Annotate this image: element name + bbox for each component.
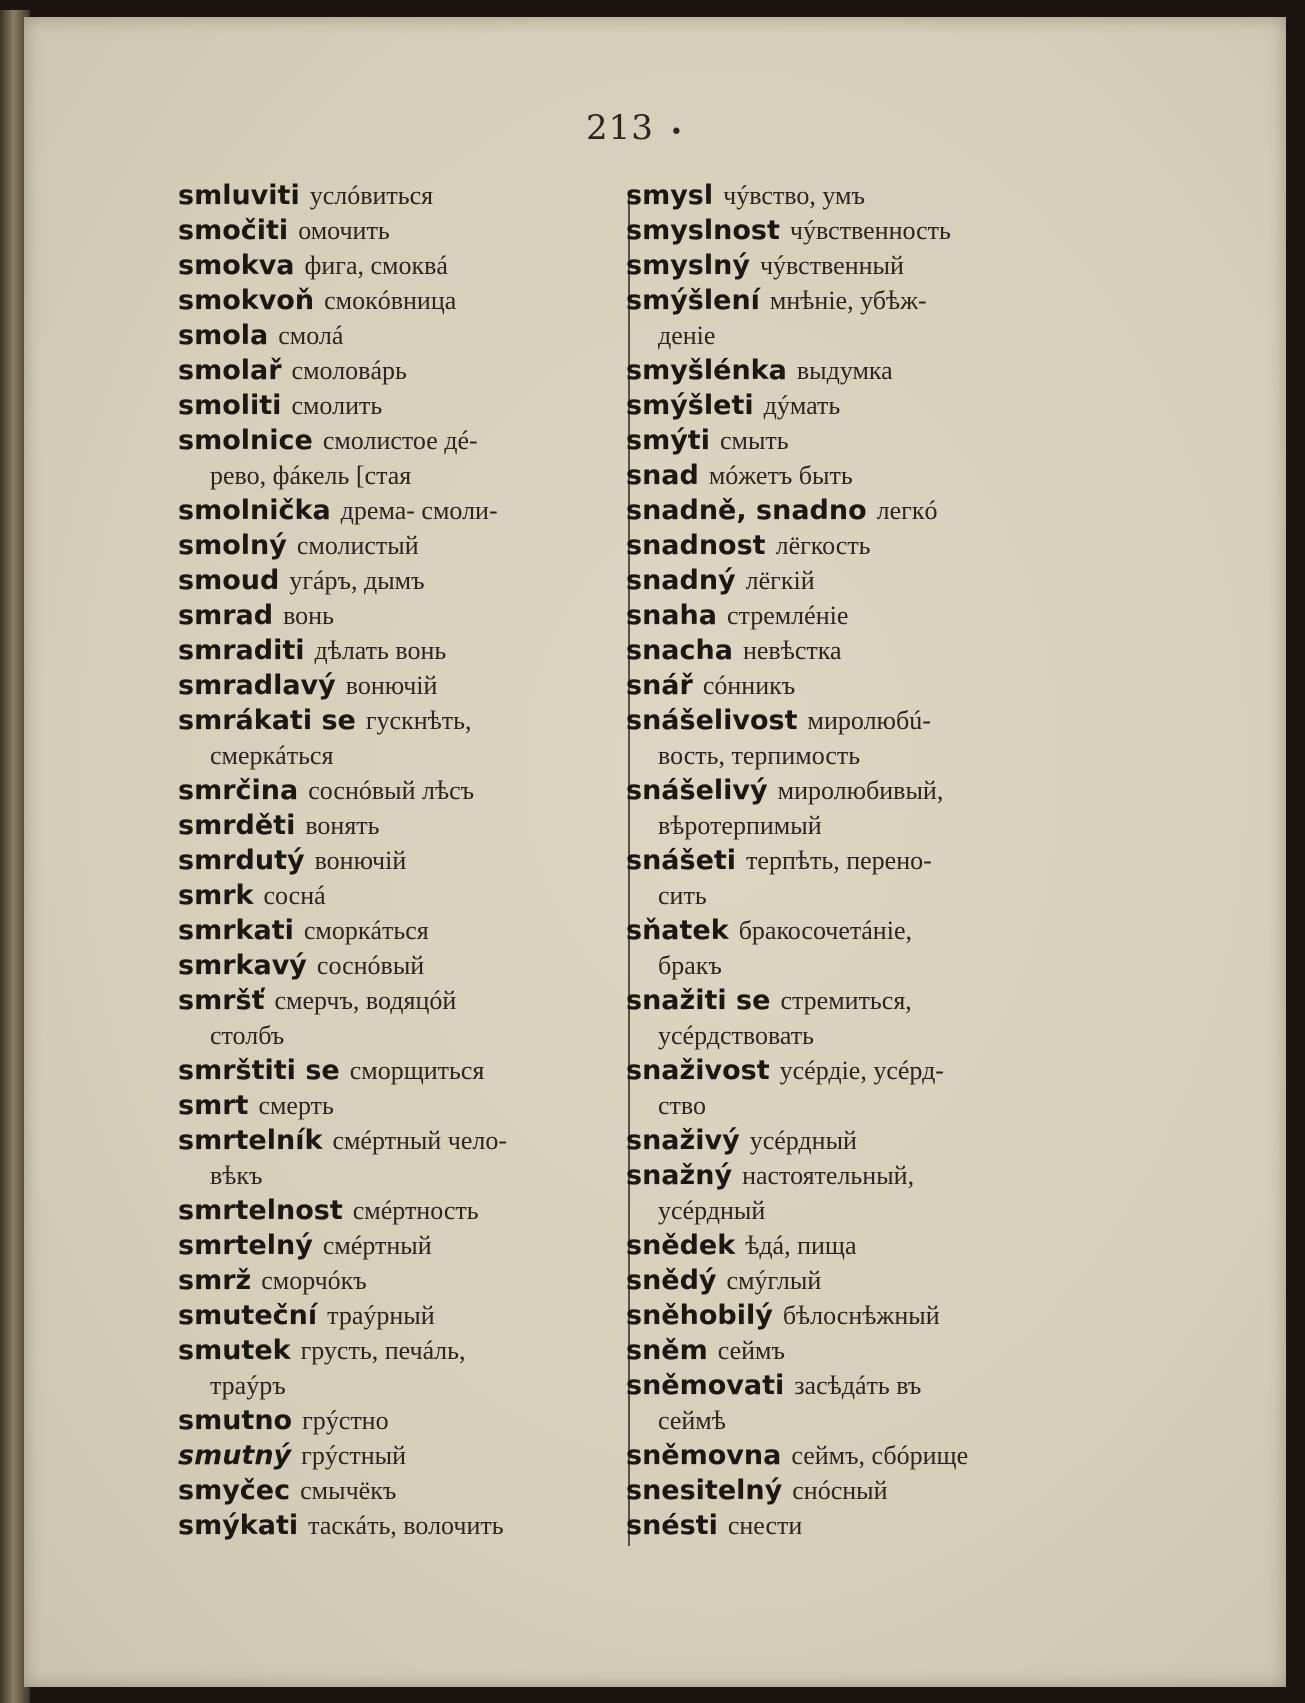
headword: smyslnost <box>626 215 780 246</box>
dictionary-entry <box>178 353 618 388</box>
translation: сóнникъ <box>702 671 796 700</box>
dictionary-entry <box>178 1263 618 1298</box>
translation: мнѣнiе, убѣж- <box>769 286 927 315</box>
dictionary-entry <box>178 318 618 353</box>
headword: smýti <box>626 425 710 456</box>
translation: сморчóкъ <box>261 1266 367 1295</box>
translation: соснóвый лѣсъ <box>308 776 475 805</box>
translation: засѣдáть въ <box>794 1371 922 1400</box>
translation: сеймъ <box>717 1336 785 1365</box>
headword: smýšleti <box>626 390 754 421</box>
translation: соснá <box>263 881 326 910</box>
dictionary-entry <box>626 1473 1066 1508</box>
headword: smokva <box>178 250 295 281</box>
headword: smrštiti se <box>178 1055 340 1086</box>
translation: чýвственность <box>789 216 951 245</box>
headword: snadně, snadno <box>626 495 867 526</box>
headword: smutný <box>178 1440 292 1471</box>
translation: смéртный <box>322 1231 432 1260</box>
translation: смоловáрь <box>291 356 407 385</box>
dictionary-entry <box>178 1088 618 1123</box>
translation: траýръ <box>210 1371 286 1400</box>
page-number-value: 213 <box>586 108 654 148</box>
page-number <box>586 108 684 148</box>
translation: бѣлоснѣжный <box>782 1301 940 1330</box>
headword: smrděti <box>178 810 296 841</box>
translation: угáръ, дымъ <box>289 566 425 595</box>
translation: дѣлать вонь <box>314 636 447 665</box>
entry-continuation <box>178 1018 618 1053</box>
translation: грýстно <box>302 1406 389 1435</box>
dictionary-entry <box>626 1298 1066 1333</box>
dictionary-entry <box>178 528 618 563</box>
headword: sněm <box>626 1335 708 1366</box>
translation: сеймъ, сбóрище <box>791 1441 969 1470</box>
headword: snaživý <box>626 1125 740 1156</box>
headword: snad <box>626 460 699 491</box>
translation: вонючiй <box>345 671 438 700</box>
dictionary-entry <box>626 1368 1066 1403</box>
translation: фига, смоквá <box>304 251 448 280</box>
translation: чýвство, умъ <box>723 181 865 210</box>
headword: snacha <box>626 635 733 666</box>
headword: snažiti se <box>626 985 771 1016</box>
dictionary-entry <box>626 178 1066 213</box>
translation: усéрдiе, усéрд- <box>779 1056 944 1085</box>
dictionary-entry <box>178 1298 618 1333</box>
dictionary-entry <box>626 598 1066 633</box>
translation: гускнѣть, <box>365 706 472 735</box>
headword: smýšlení <box>626 285 760 316</box>
translation: смолá <box>278 321 344 350</box>
dictionary-entry <box>626 703 1066 738</box>
translation: смéртный чело- <box>332 1126 508 1155</box>
translation: смéртность <box>352 1196 479 1225</box>
translation: стремиться, <box>780 986 912 1015</box>
translation: смолистый <box>296 531 419 560</box>
dictionary-entry <box>178 633 618 668</box>
translation: снóсный <box>792 1476 888 1505</box>
entry-continuation <box>626 948 1066 983</box>
dictionary-entry <box>178 598 618 633</box>
dictionary-entry <box>178 423 618 458</box>
dictionary-entry <box>626 563 1066 598</box>
translation: рево, фáкель [стая <box>210 461 412 490</box>
translation: терпѣть, перено- <box>746 846 932 875</box>
headword: sněmovna <box>626 1440 782 1471</box>
headword: snědý <box>626 1265 717 1296</box>
translation: усéрдный <box>658 1196 766 1225</box>
right-column <box>626 178 1066 1543</box>
translation: усéрдный <box>749 1126 857 1155</box>
dictionary-entry <box>626 1228 1066 1263</box>
headword: snaha <box>626 600 717 631</box>
dictionary-entry <box>178 773 618 808</box>
translation: грýстный <box>301 1441 407 1470</box>
dictionary-entry <box>178 563 618 598</box>
translation: грусть, печáль, <box>300 1336 466 1365</box>
translation: лёгкiй <box>745 566 815 595</box>
dictionary-entry <box>178 703 618 738</box>
headword: smrákati se <box>178 705 356 736</box>
translation: настоятельный, <box>742 1161 915 1190</box>
dictionary-entry <box>626 283 1066 318</box>
dictionary-entry <box>178 1053 618 1088</box>
dictionary-entry <box>626 353 1066 388</box>
headword: smuteční <box>178 1300 318 1331</box>
headword: smysl <box>626 180 714 211</box>
dictionary-entry <box>178 1438 618 1473</box>
translation: сморкáться <box>303 916 429 945</box>
dictionary-entry <box>626 458 1066 493</box>
entry-continuation <box>626 1088 1066 1123</box>
translation: вонять <box>305 811 380 840</box>
headword: snésti <box>626 1510 718 1541</box>
translation: дýмать <box>763 391 841 420</box>
page-number-dot: • <box>669 120 684 145</box>
translation: таскáть, волочить <box>308 1511 504 1540</box>
dictionary-entry <box>178 843 618 878</box>
dictionary-entry <box>178 213 618 248</box>
headword: smrkavý <box>178 950 307 981</box>
headword: smola <box>178 320 269 351</box>
headword: smrad <box>178 600 274 631</box>
translation: вонючiй <box>314 846 407 875</box>
translation: легкó <box>876 496 938 525</box>
dictionary-entry <box>626 423 1066 458</box>
headword: sněmovati <box>626 1370 785 1401</box>
headword: smutno <box>178 1405 293 1436</box>
dictionary-entry <box>178 283 618 318</box>
headword: smyslný <box>626 250 750 281</box>
translation: смерть <box>258 1091 334 1120</box>
translation: вонь <box>283 601 334 630</box>
headword: smrkati <box>178 915 294 946</box>
entry-continuation <box>178 1158 618 1193</box>
dictionary-entry <box>626 843 1066 878</box>
translation: бракъ <box>658 951 722 980</box>
translation: мóжетъ быть <box>708 461 853 490</box>
headword: sněhobilý <box>626 1300 773 1331</box>
headword: snášeti <box>626 845 737 876</box>
headword: smoud <box>178 565 280 596</box>
headword: smrčina <box>178 775 299 806</box>
entry-continuation <box>626 318 1066 353</box>
translation: вѣротерпимый <box>658 811 822 840</box>
translation: траýрный <box>327 1301 435 1330</box>
headword: smolnička <box>178 495 331 526</box>
headword: snažný <box>626 1160 733 1191</box>
translation: невѣстка <box>742 636 842 665</box>
dictionary-entry <box>626 248 1066 283</box>
headword: smrž <box>178 1265 252 1296</box>
translation: денiе <box>658 321 716 350</box>
dictionary-entry <box>626 528 1066 563</box>
headword: smrtelník <box>178 1125 323 1156</box>
headword: smrt <box>178 1090 249 1121</box>
entry-continuation <box>626 738 1066 773</box>
headword: smyšlénka <box>626 355 787 386</box>
translation: бракосочетáнiе, <box>738 916 912 945</box>
entry-continuation <box>626 808 1066 843</box>
translation: смерчъ, водяцóй <box>274 986 457 1015</box>
dictionary-entry <box>626 668 1066 703</box>
dictionary-entry <box>178 248 618 283</box>
headword: smluviti <box>178 180 300 211</box>
headword: snadnost <box>626 530 766 561</box>
dictionary-entry <box>626 1508 1066 1543</box>
dictionary-entry <box>626 1263 1066 1298</box>
translation: смýглый <box>726 1266 822 1295</box>
translation: снести <box>727 1511 803 1540</box>
translation: ѣдá, пища <box>745 1231 857 1260</box>
headword: smradlavý <box>178 670 336 701</box>
translation: сить <box>658 881 707 910</box>
translation: сеймѣ <box>658 1406 726 1435</box>
dictionary-entry <box>626 388 1066 423</box>
dictionary-entry <box>178 493 618 528</box>
dictionary-entry <box>178 808 618 843</box>
translation: столбъ <box>210 1021 285 1050</box>
dictionary-entry <box>178 1333 618 1368</box>
dictionary-entry <box>626 633 1066 668</box>
headword: snadný <box>626 565 736 596</box>
dictionary-entry <box>626 1333 1066 1368</box>
headword: smraditi <box>178 635 305 666</box>
headword: smrtelnost <box>178 1195 343 1226</box>
translation: соснóвый <box>316 951 425 980</box>
translation: чýвственный <box>759 251 904 280</box>
headword: smočiti <box>178 215 289 246</box>
translation: выдумка <box>796 356 893 385</box>
translation: смеркáться <box>210 741 334 770</box>
entry-continuation <box>626 1193 1066 1228</box>
dictionary-entry <box>178 1508 618 1543</box>
headword: smrtelný <box>178 1230 313 1261</box>
headword: smyčec <box>178 1475 291 1506</box>
entry-continuation <box>626 878 1066 913</box>
translation: ство <box>658 1091 707 1120</box>
dictionary-entry <box>626 983 1066 1018</box>
headword: smrdutý <box>178 845 305 876</box>
dictionary-entry <box>178 1228 618 1263</box>
translation: смолить <box>291 391 383 420</box>
dictionary-entry <box>626 773 1066 808</box>
translation: смычёкъ <box>300 1476 397 1505</box>
headword: snesitelný <box>626 1475 783 1506</box>
translation: миролюбивый, <box>777 776 944 805</box>
dictionary-entry <box>626 1053 1066 1088</box>
headword: snaživost <box>626 1055 770 1086</box>
headword: smrk <box>178 880 254 911</box>
translation: сморщиться <box>349 1056 485 1085</box>
translation: лёгкость <box>775 531 871 560</box>
headword: smokvoň <box>178 285 315 316</box>
dictionary-entry <box>178 1193 618 1228</box>
dictionary-entry <box>626 493 1066 528</box>
headword: sňatek <box>626 915 729 946</box>
headword: smoliti <box>178 390 282 421</box>
dictionary-entry <box>626 913 1066 948</box>
dictionary-entry <box>178 388 618 423</box>
translation: смыть <box>719 426 789 455</box>
dictionary-entry <box>178 1473 618 1508</box>
dictionary-entry <box>178 178 618 213</box>
dictionary-entry <box>178 913 618 948</box>
dictionary-entry <box>626 1123 1066 1158</box>
headword: smolnice <box>178 425 313 456</box>
dictionary-entry <box>178 668 618 703</box>
translation: вость, терпимость <box>658 741 861 770</box>
headword: smolař <box>178 355 282 386</box>
headword: snášelivost <box>626 705 798 736</box>
dictionary-entry <box>178 1123 618 1158</box>
translation: дрема- смоли- <box>340 496 498 525</box>
translation: вѣкъ <box>210 1161 263 1190</box>
entry-continuation <box>626 1403 1066 1438</box>
translation: стремлéнiе <box>726 601 849 630</box>
entry-continuation <box>626 1018 1066 1053</box>
translation: смолистое дé- <box>322 426 478 455</box>
translation: миролюбú- <box>807 706 931 735</box>
headword: snědek <box>626 1230 736 1261</box>
translation: усéрдствовать <box>658 1021 814 1050</box>
translation: смокóвница <box>324 286 457 315</box>
entry-continuation <box>178 738 618 773</box>
dictionary-entry <box>178 1403 618 1438</box>
translation: омочить <box>298 216 390 245</box>
dictionary-entry <box>178 983 618 1018</box>
entry-continuation <box>178 458 618 493</box>
headword: snář <box>626 670 693 701</box>
dictionary-entry <box>626 1158 1066 1193</box>
dictionary-entry <box>178 948 618 983</box>
headword: smolný <box>178 530 287 561</box>
entry-continuation <box>178 1368 618 1403</box>
headword: snášelivý <box>626 775 768 806</box>
headword: smršť <box>178 985 265 1016</box>
dictionary-entry <box>178 878 618 913</box>
dictionary-entry <box>626 1438 1066 1473</box>
headword: smýkati <box>178 1510 299 1541</box>
headword: smutek <box>178 1335 291 1366</box>
dictionary-entry <box>626 213 1066 248</box>
left-column <box>178 178 618 1543</box>
translation: услóвиться <box>309 181 434 210</box>
